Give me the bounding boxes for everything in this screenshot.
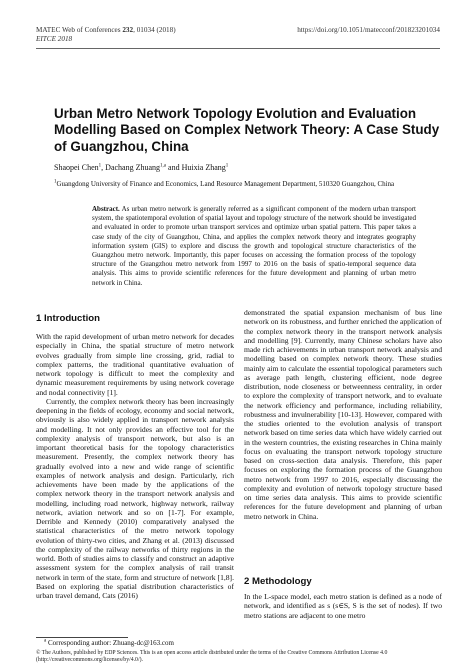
doi-link[interactable]: https://doi.org/10.1051/matecconf/201823201034 [297, 26, 440, 34]
paper-title: Urban Metro Network Topology Evolution and Evaluation Modelling Based on Complex Network Theory: A Case Study of Guangzhou, China [54, 106, 440, 154]
paragraph: demonstrated the spatial expansion mechanism of bus line network on its robustness, and further enriched the application of the complex network theory in the transport network analysis and modelling [9]. Currently, many Chinese scholars have also made rich achievements in urban transport network analysis and modelling based on complex network theory. These studies mainly aim to calculate the essential topological parameters such as average path length, clustering efficient, node degree distribution, node closeness or betweenness centrality, in order to explore the complexity of transport network, and to evaluate the network efficiency and performance, including reliability, robustness and invulnerability [10-13]. However, compared with the studies oriented to the evolution analysis of transport network based on time series data which have widely carried out in the western countries, the existing researches in China mainly focus on evaluating the transport network topology structure based on cross-section data analysis. Therefore, this paper focuses on exploring the formation process of the Guangzhou metro network from 1997 to 2016, especially discussing the complexity and evolution of network topology structure based on time series data analysis. This aims to provide scientific references for the future development and planning of urban metro network in China. [244, 308, 442, 521]
abstract-label: Abstract. [92, 205, 120, 213]
body-column-right [244, 308, 442, 572]
body-column-left [36, 332, 234, 634]
footnote: $^a$ Corresponding author: Zhuang-dc@163.com [44, 638, 174, 647]
footnote-divider [36, 637, 128, 638]
paragraph: Currently, the complex network theory has been increasingly deepening in the fields of ecology, economy and social network, obviously is also widely applied in transport network analysis and modelling. It not only provides an effective tool for the complexity analysis of transport network, but also is an important theoretical basis for the topology characteristics measurement. Presently, the complex network theory has gradually evolved into a new and wide range of scientific examples of network analysis and design. Particularly, rich achievements have been made by the applications of the complex network theory in the transport network analysis and modelling, including road network, highway network, railway network, aviation network and so on [1-7]. For example, Derrible and Kennedy (2010) comparatively analysed the statistical characteristics of the metro network topology evolution of thirty-two cities, and Zhang et al. (2013) discussed the complexity of the railway networks of thirty regions in the world. Both of studies aims to classify and construct an adaptive assessment system for the complex analysis of rail transit network in term of the state, form and structure of network [1,8]. Based on exploring the spatial distribution characteristics of urban travel demand, Cats (2016) [36, 396, 234, 600]
journal-volume: 232 [122, 26, 134, 34]
affiliation: $^1$Guangdong University of Finance and Economics, Land Resource Management Department, 510320 Guangzhou, China [54, 179, 395, 188]
methodology-text [244, 592, 442, 634]
header-divider [36, 48, 440, 49]
paragraph: In the L-space model, each metro station is defined as a node of network, and identified as s (s∈S, S is the set of nodes). If two metro stations are adjacent to one metro [244, 592, 442, 620]
section-heading-introduction: 1 Introduction [36, 313, 100, 324]
running-header-left [36, 26, 176, 44]
abstract-text: As urban metro network is generally referred as a significant component of the modern urban transport system, the spatiotemporal evolution of spatial layout and topology structure of the network should be investigated and evaluated in order to promote urban transport services and optimize urban spatial pattern. This paper takes a case study of the city of Guangzhou, China, and applies the complex network theory and integrates geography information system (GIS) to explore and discuss the growth and topological structure characteristics of the Guangzhou metro network. Importantly, this paper focuses on accessing the formation process of the topology structure of the Guangzhou metro network from 1997 to 2016 on the basis of spatio-temporal sequence data analysis. This aims to provide scientific references for the future development and planning of urban metro network in China. [92, 205, 416, 287]
paragraph: With the rapid development of urban metro network for decades especially in China, the spatial structure of metro network evolves gradually from simple line crossing, grid, radial to complex patterns, the traditional quantitative evaluation of network topology is difficult to meet the complexity and dynamic measurement requirements by using network coverage and nodal connectivity [1]. [36, 332, 234, 397]
author-list: Shaopei Chen$^1$, Dachang Zhuang$^{1,a}$ and Huixia Zhang$^1$ [54, 163, 229, 172]
corresponding-author: Corresponding author: Zhuang-dc@163.com [46, 639, 174, 647]
conference-name: EITCE 2018 [36, 35, 73, 43]
section-heading-methodology: 2 Methodology [244, 576, 312, 587]
abstract [92, 205, 416, 288]
journal-citation: MATEC Web of Conferences 232, 01034 (2018) [36, 26, 176, 34]
license-statement: © The Authors, published by EDP Sciences. This is an open access article distributed under the terms of the Creative Commons Attribution License 4.0 (http://creativecommons.org/licenses/by/4.0/). [36, 650, 388, 664]
